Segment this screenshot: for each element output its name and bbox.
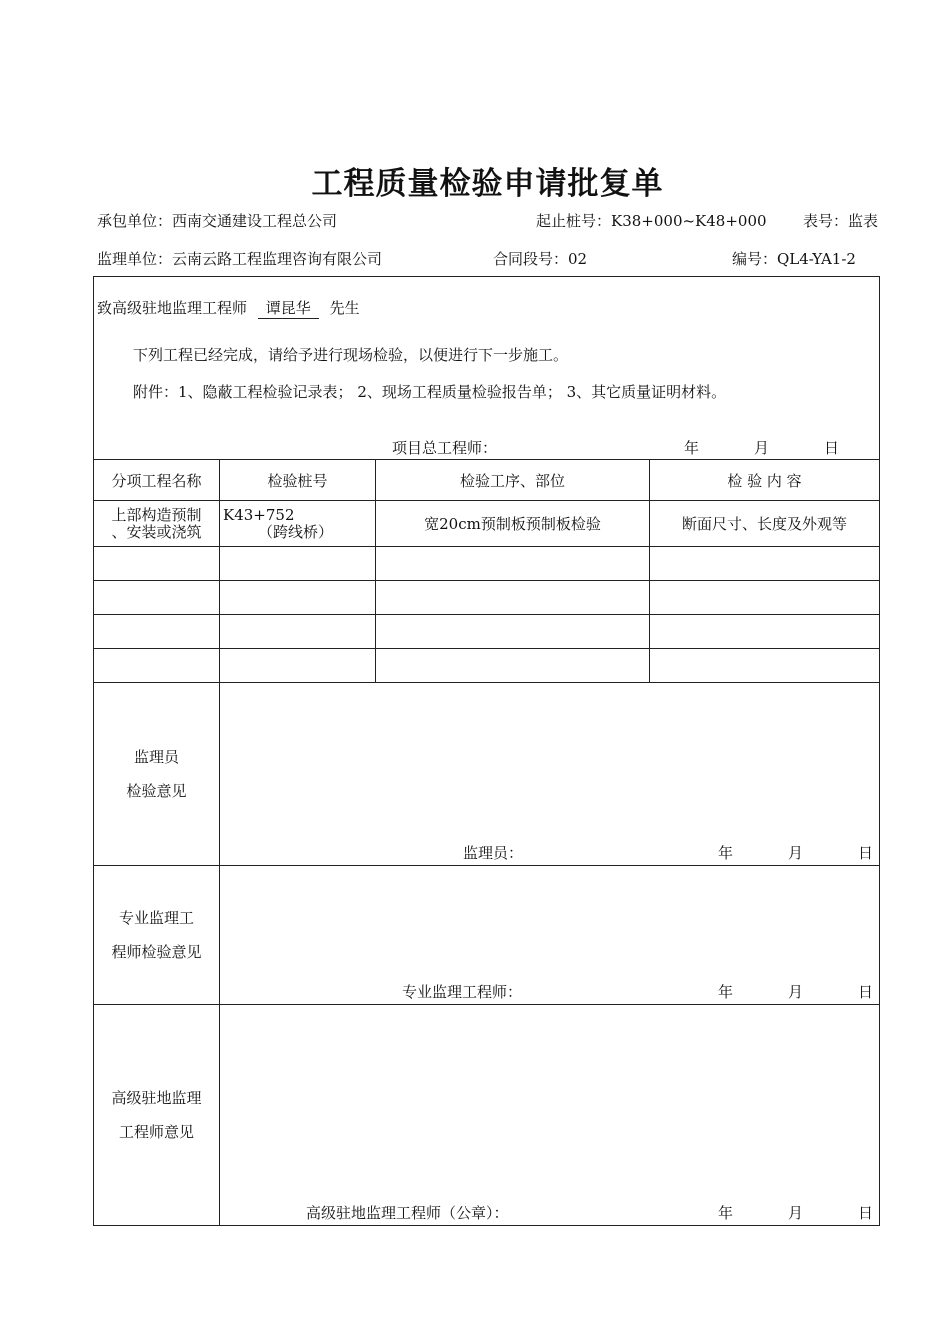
date-year: 年: [718, 983, 734, 1001]
date-month: 月: [788, 1204, 804, 1222]
chief-engineer-signature: 项目总工程师：: [392, 439, 498, 457]
station-range-field: 起止桩号：K38+000~K48+000: [536, 212, 767, 230]
inspector-signature: 监理员：: [463, 844, 524, 862]
specialist-signature: 专业监理工程师：: [402, 983, 523, 1001]
table-row: [94, 615, 880, 649]
specialist-opinion-cell: [220, 866, 880, 1005]
date-year: 年: [684, 439, 700, 457]
table-cell: [220, 649, 376, 683]
table-cell: [376, 547, 650, 581]
date-day: 日: [824, 439, 840, 457]
table-cell: [94, 581, 220, 615]
header-cell: 检验工序、部位: [376, 460, 650, 501]
process-cell: 宽20cm预制板预制板检验: [376, 501, 650, 547]
table-cell: [94, 649, 220, 683]
serial-number-field: 编号：QL4-YA1-2: [732, 250, 856, 268]
table-cell: [94, 615, 220, 649]
table-cell: [650, 649, 880, 683]
table-cell: [650, 547, 880, 581]
table-row: [94, 547, 880, 581]
work-item-cell: 上部构造预制 、安装或浇筑: [94, 501, 220, 547]
table-cell: [376, 615, 650, 649]
table-cell: [220, 581, 376, 615]
table-cell: [220, 547, 376, 581]
table-cell: [376, 581, 650, 615]
date-year: 年: [718, 844, 734, 862]
date-month: 月: [788, 983, 804, 1001]
supervisor-unit-field: 监理单位：云南云路工程监理咨询有限公司: [97, 250, 383, 268]
header-cell: 分项工程名称: [94, 460, 220, 501]
content-cell: 断面尺寸、长度及外观等: [650, 501, 880, 547]
specialist-opinion-label: 专业监理工 程师检验意见: [94, 866, 220, 1005]
table-cell: [94, 547, 220, 581]
attachments-line: 附件：1、隐蔽工程检验记录表； 2、现场工程质量检验报告单； 3、其它质量证明材料。: [133, 383, 727, 401]
form-number-field: 表号：监表: [803, 212, 878, 230]
header-cell: 检 验 内 容: [650, 460, 880, 501]
application-section: [94, 277, 880, 460]
table-cell: [650, 581, 880, 615]
table-cell: [650, 615, 880, 649]
contractor-field: 承包单位：西南交通建设工程总公司: [97, 212, 338, 230]
engineer-name: 谭昆华: [258, 299, 319, 319]
station-cell: K43+752 （跨线桥）: [220, 501, 376, 547]
resident-opinion-row: [94, 1005, 880, 1226]
table-row: [94, 501, 880, 547]
specialist-opinion-row: [94, 866, 880, 1005]
table-row: [94, 649, 880, 683]
inspector-opinion-row: [94, 683, 880, 866]
resident-opinion-cell: [220, 1005, 880, 1226]
addressee-line: 致高级驻地监理工程师 谭昆华 先生: [97, 299, 360, 317]
contract-section-field: 合同段号：02: [493, 250, 588, 268]
request-body: 下列工程已经完成，请给予进行现场检验，以便进行下一步施工。: [133, 346, 569, 364]
date-year: 年: [718, 1204, 734, 1222]
inspector-opinion-cell: [220, 683, 880, 866]
resident-signature: 高级驻地监理工程师（公章）：: [306, 1204, 509, 1222]
date-month: 月: [754, 439, 770, 457]
date-month: 月: [788, 844, 804, 862]
header-cell: 检验桩号: [220, 460, 376, 501]
table-cell: [220, 615, 376, 649]
page-title: 工程质量检验申请批复单: [311, 166, 664, 202]
table-cell: [376, 649, 650, 683]
table-header-row: [94, 460, 880, 501]
date-day: 日: [858, 844, 874, 862]
resident-opinion-label: 高级驻地监理 工程师意见: [94, 1005, 220, 1226]
date-day: 日: [858, 983, 874, 1001]
inspection-form-table: [93, 276, 880, 1226]
table-row: [94, 581, 880, 615]
inspector-opinion-label: 监理员 检验意见: [94, 683, 220, 866]
date-day: 日: [858, 1204, 874, 1222]
